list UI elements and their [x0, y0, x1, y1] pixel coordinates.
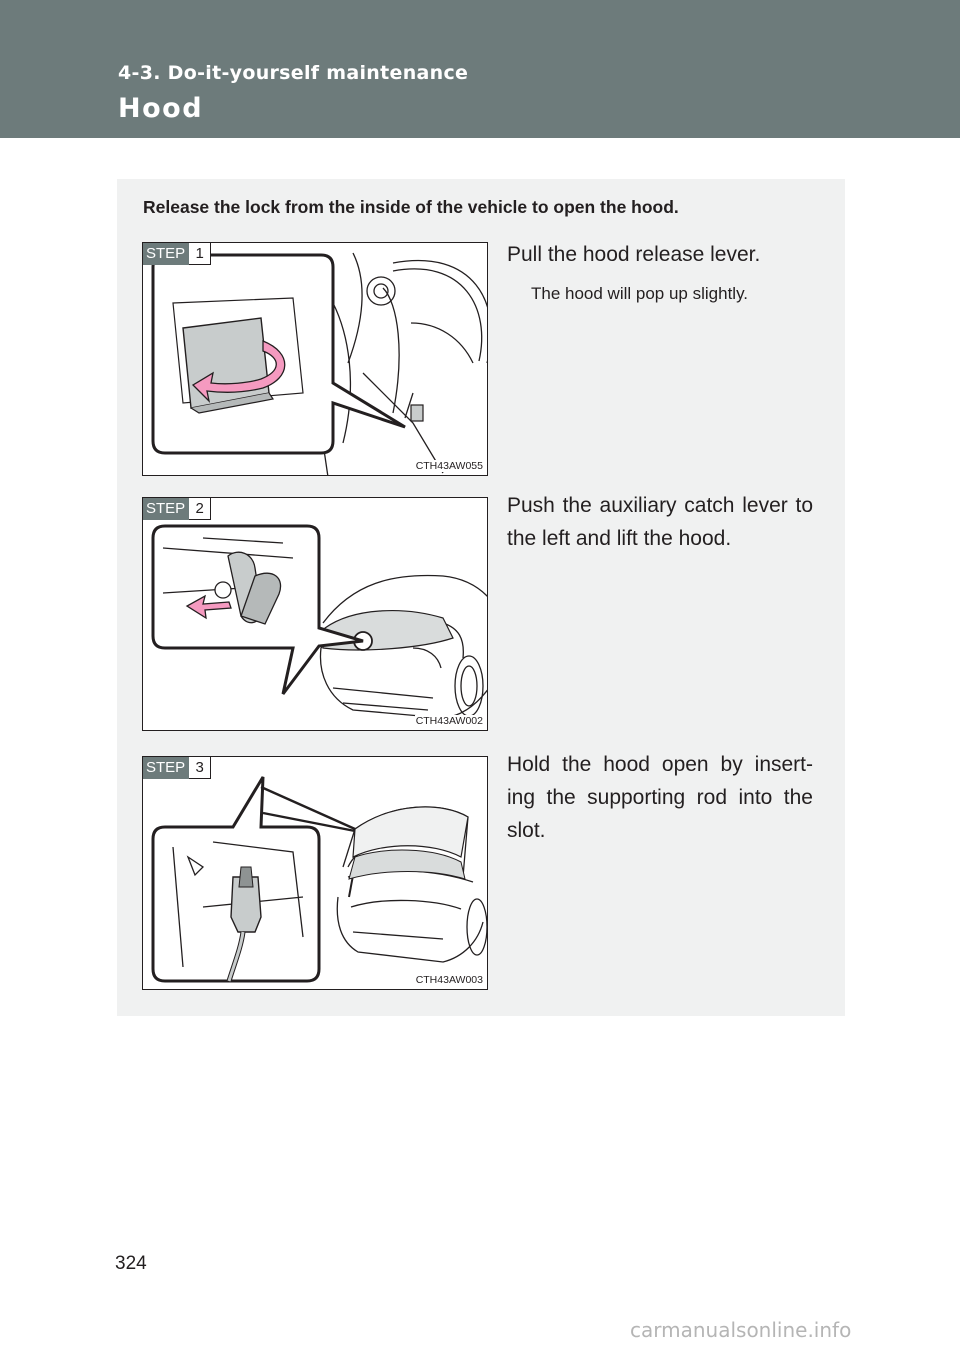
section-label: 4-3. Do-it-yourself maintenance	[118, 62, 469, 84]
step-1-text: Pull the hood release lever.	[507, 243, 761, 266]
step-1-note: The hood will pop up slightly.	[531, 284, 749, 303]
figure-step-1	[142, 242, 488, 476]
page-title: Hood	[118, 93, 204, 124]
figure-step-2	[142, 497, 488, 731]
step-2-text: Push the auxiliary catch lever to the left and lift the hood.	[507, 494, 813, 550]
hood-release-lever-illustration	[143, 243, 488, 476]
supporting-rod-illustration	[143, 757, 488, 990]
step-badge-2: STEP 2	[143, 498, 211, 520]
page-header	[0, 0, 960, 138]
step-badge-3: STEP 3	[143, 757, 211, 779]
figure-code: CTH43AW055	[415, 460, 483, 472]
step-3-text: Hold the hood open by insert- ing the supporting rod into the slot.	[507, 753, 813, 842]
auxiliary-catch-lever-illustration	[143, 498, 488, 731]
step-badge-1: STEP 1	[143, 243, 211, 265]
figure-step-3	[142, 756, 488, 990]
figure-code: CTH43AW003	[415, 974, 483, 986]
figure-code: CTH43AW002	[415, 715, 483, 727]
page-number: 324	[115, 1253, 147, 1274]
footer-watermark: carmanualsonline.info	[630, 1318, 852, 1342]
intro-text: Release the lock from the inside of the vehicle to open the hood.	[143, 197, 679, 217]
